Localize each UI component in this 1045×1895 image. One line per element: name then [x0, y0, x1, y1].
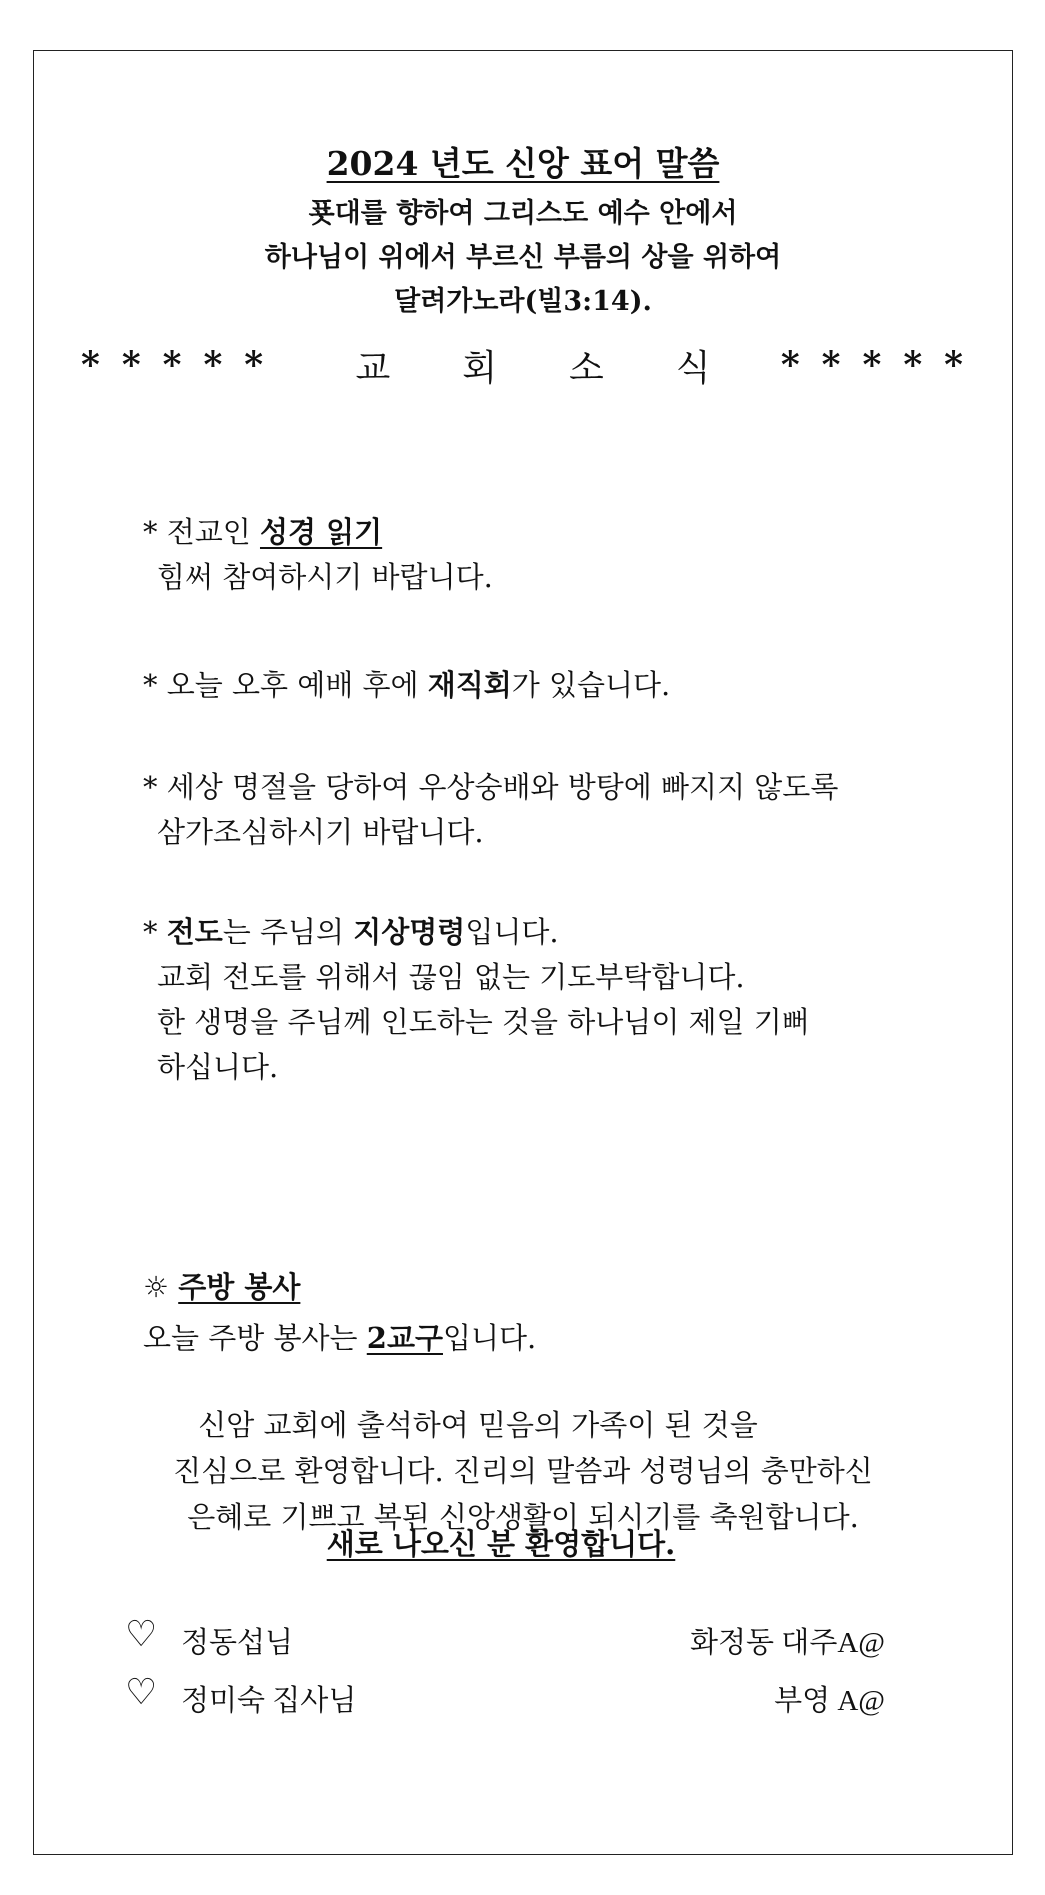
notice-text: 하십니다. — [157, 1050, 279, 1084]
notice-text: 가 있습니다. — [511, 668, 671, 702]
newcomer-location: 화정동 대주A@ — [690, 1627, 885, 1659]
newcomer-name: 정미숙 집사님 — [181, 1685, 357, 1717]
great-commission-word: 지상명령 — [353, 915, 466, 949]
welcome-paragraph — [33, 1402, 1013, 1540]
kitchen-service-title: 주방 봉사 — [178, 1270, 301, 1304]
heading-char: 식 — [675, 347, 711, 389]
notice-evangelism — [143, 910, 810, 1090]
bullet: * — [143, 515, 158, 549]
list-item — [125, 1672, 885, 1734]
newcomers-list — [125, 1614, 885, 1734]
kitchen-text: 오늘 주방 봉사는 — [143, 1321, 358, 1355]
notice-text: 삼가조심하시기 바랍니다. — [157, 815, 484, 849]
welcome-line: 은혜로 기쁘고 복된 신앙생활이 되시기를 축원합니다. — [187, 1500, 859, 1534]
bullet: * — [143, 915, 158, 949]
verse-line: 하나님이 위에서 부르신 부름의 상을 위하여 — [264, 242, 782, 273]
heading-char: 소 — [569, 347, 604, 389]
welcome-line: 진심으로 환영합니다. 진리의 말씀과 성령님의 충만하신 — [173, 1454, 873, 1488]
bible-reading-highlight: 성경 읽기 — [259, 515, 383, 549]
heading-char: 회 — [462, 347, 497, 389]
newcomer-location: 부영 A@ — [774, 1685, 885, 1717]
notice-text: 입니다. — [465, 915, 559, 949]
heart-icon: ♡ — [125, 1672, 158, 1713]
notice-holiday — [143, 765, 838, 855]
bullet: * — [143, 770, 158, 804]
notice-text: 한 생명을 주님께 인도하는 것을 하나님이 제일 기뻐 — [157, 1005, 810, 1039]
stars-right: ***** — [780, 344, 985, 386]
newcomer-name: 정동섭님 — [181, 1627, 294, 1659]
kitchen-text: 입니다. — [442, 1321, 537, 1355]
kitchen-service — [143, 1265, 536, 1361]
kitchen-group: 2교구 — [366, 1321, 443, 1355]
verse-line: 달려가노라(빌3:14). — [394, 286, 652, 317]
church-news-title — [319, 340, 746, 391]
notice-body: 힘써 참여하시기 바랍니다. — [157, 560, 493, 594]
bullet: * — [143, 668, 158, 702]
notice-text: 교회 전도를 위해서 끊임 없는 기도부탁합니다. — [157, 960, 745, 994]
notice-text: 오늘 오후 예배 후에 — [166, 668, 419, 702]
notice-text: 세상 명절을 당하여 우상숭배와 방탕에 빠지지 않도록 — [166, 770, 839, 804]
stars-left: ***** — [81, 344, 286, 386]
notice-prefix: 전교인 — [166, 515, 251, 549]
list-item — [125, 1614, 885, 1676]
meeting-name: 재직회 — [427, 668, 512, 702]
sun-icon: ☼ — [143, 1270, 169, 1304]
welcome-line: 신암 교회에 출석하여 믿음의 가족이 된 것을 — [198, 1408, 758, 1442]
notice-bible-reading — [143, 510, 493, 600]
heading-char: 교 — [355, 347, 391, 389]
notice-text: 는 주님의 — [222, 915, 345, 949]
heart-icon: ♡ — [125, 1614, 158, 1655]
motto-title: 2024 년도 신앙 표어 말씀 — [326, 144, 720, 183]
church-news-heading — [33, 340, 1013, 390]
motto-verse — [33, 192, 1013, 324]
verse-line: 푯대를 향하여 그리스도 예수 안에서 — [308, 198, 738, 229]
notice-meeting — [143, 663, 670, 708]
welcome-title — [33, 1522, 1013, 1563]
welcome-title-text: 새로 나오신 분 환영합니다. — [326, 1527, 676, 1561]
evangelism-word: 전도 — [166, 915, 223, 949]
